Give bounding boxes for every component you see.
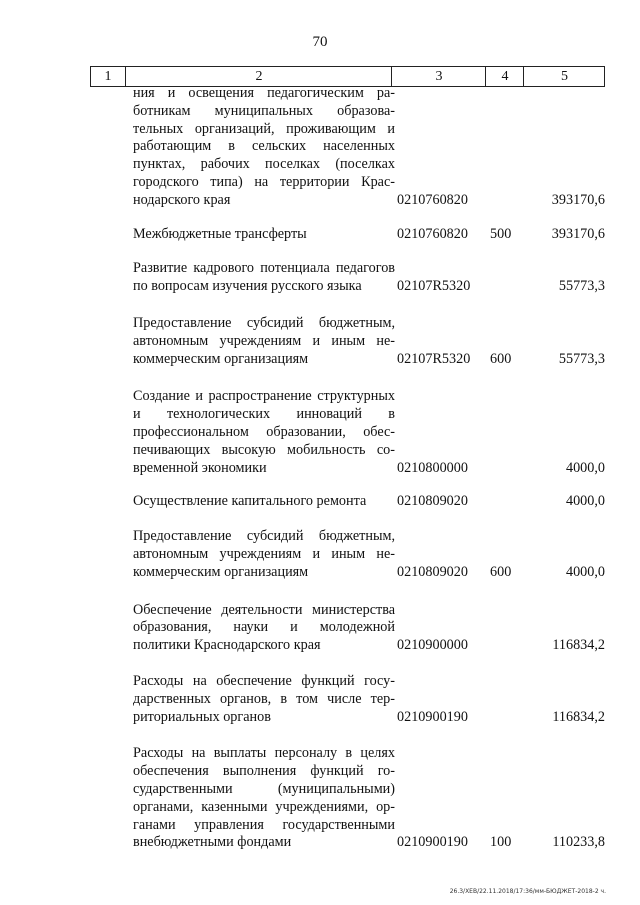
header-col-4: 4 [485,67,524,86]
row-code: 0210809020 [397,563,468,580]
row-expense-type: 500 [490,225,512,242]
row-code: 0210760820 [397,191,468,208]
row-amount: 55773,3 [558,350,605,367]
table-row [0,260,640,296]
row-amount: 393170,6 [551,191,605,208]
header-col-1: 1 [104,69,112,84]
row-code: 02107R5320 [397,278,471,295]
row-code: 0210760820 [397,225,468,242]
row-description: Расходы на выплаты персоналу в целях обеспечения выполнения функций государственными (муниципальными) органами, казенными учреждениями, органами управления государственными внебюджетными фондами [133,745,395,851]
row-code: 0210900190 [397,834,468,851]
row-amount: 4000,0 [565,493,605,510]
table-row [0,673,640,726]
table-row [0,388,640,477]
row-description: Предоставление субсидий бюджетным, автономным учреждениям и иным некоммерческим организациям [133,528,395,580]
row-code: 02107R5320 [397,350,471,367]
table-row [0,528,640,581]
row-code: 0210900190 [397,708,468,725]
row-description: Обеспечение деятельности министерства образования, науки и молодежной политики Краснодарского края [133,601,395,654]
row-amount: 4000,0 [565,459,605,476]
row-expense-type: 600 [490,350,512,367]
header-col-2: 2 [125,67,392,86]
row-code: 0210800000 [397,459,468,476]
page-number: 70 [312,34,328,50]
row-amount: 393170,6 [551,225,605,242]
row-amount: 116834,2 [552,708,605,725]
row-description: Создание и распространение структурных и технологических инноваций в профессиональном образовании, обеспечивающих высокую мобильность современной экономики [133,388,395,476]
row-description: Развитие кадрового потенциала педагогов по вопросам изучения русского языка [133,260,395,295]
row-amount: 4000,0 [565,563,605,580]
row-expense-type: 100 [490,834,512,851]
document-footer-stamp: 26.3/ХЕВ/22.11.2018/17:36/мм-БЮДЖЕТ-2018-2 ч. [449,888,606,895]
row-description: ния и освещения педагогическим работникам муниципальных образовательных организаций, проживающим и работающим в сельских населенных пунктах, рабочих поселках (поселках городского типа) на территории Краснодарского края [133,85,395,208]
row-description: Межбюджетные трансферты [133,225,307,242]
budget-table [0,85,640,852]
row-code: 0210809020 [397,493,468,510]
table-row [0,493,640,511]
header-col-3: 3 [391,67,486,86]
row-amount: 110233,8 [552,834,605,851]
row-amount: 55773,3 [558,278,605,295]
table-row [0,85,640,210]
table-row [0,602,640,655]
table-row [0,315,640,368]
table-row [0,745,640,852]
row-description: Осуществление капитального ремонта [133,493,367,510]
header-col-5: 5 [523,67,605,86]
row-expense-type: 600 [490,563,512,580]
row-amount: 116834,2 [552,637,605,654]
table-row [0,226,640,244]
row-code: 0210900000 [397,637,468,654]
row-description: Расходы на обеспечение функций государственных органов, в том числе территориальных органов [133,672,395,725]
row-description: Предоставление субсидий бюджетным, автономным учреждениям и иным некоммерческим организациям [133,314,395,367]
table-header [90,66,605,87]
